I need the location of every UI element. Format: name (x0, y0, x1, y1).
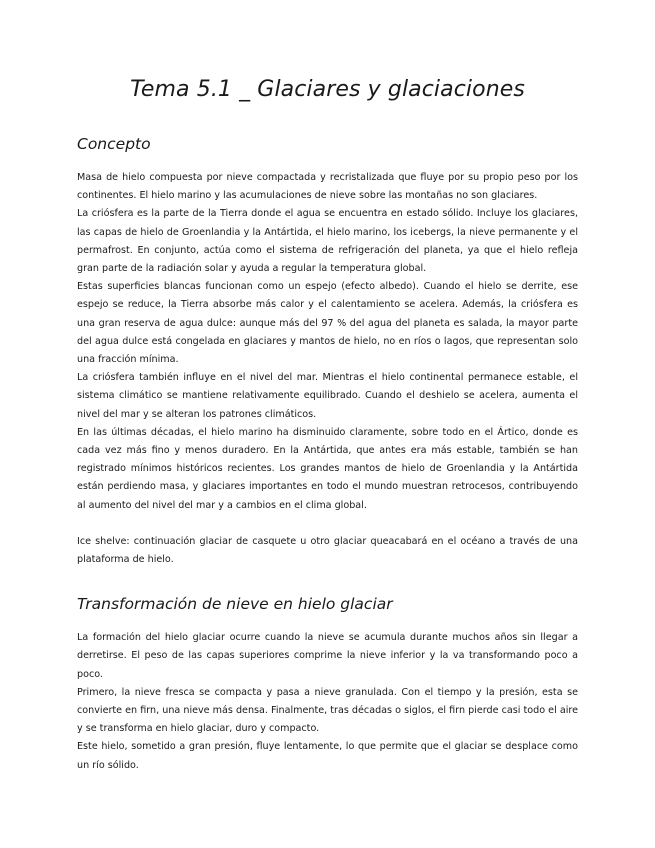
paragraph: Este hielo, sometido a gran presión, fluye lentamente, lo que permite que el glaciar se desplace como un río sólido. (77, 741, 578, 771)
paragraph: La formación del hielo glaciar ocurre cuando la nieve se acumula durante muchos años sin llegar a derretirse. El peso de las capas superiores comprime la nieve inferior y la va transformando poco a poco. (77, 632, 578, 680)
section-heading-concepto: Concepto (77, 135, 151, 153)
paragraph: Masa de hielo compuesta por nieve compactada y recristalizada que fluye por su propio peso por los continentes. El hielo marino y las acumulaciones de nieve sobre las montañas no son glaciares. (77, 172, 578, 202)
section-heading-transformacion: Transformación de nieve en hielo glaciar (77, 595, 393, 614)
ice-shelve-note: Ice shelve: continuación glaciar de casquete u otro glaciar queacabará en el océano a través de una plataforma de hielo. (77, 535, 578, 566)
paragraph: En las últimas décadas, el hielo marino ha disminuido claramente, sobre todo en el Ártico, donde es cada vez más fino y menos duradero. En la Antártida, que antes era más estable, también se han registrado mínimos históricos recientes. Los grandes mantos de hielo de Groenlandia y la Antártida están perdiendo masa, y glaciares importantes en todo el mundo muestran retrocesos, contribuyendo al aumento del nivel del mar y a cambios en el clima global. (77, 426, 578, 511)
paragraph: Primero, la nieve fresca se compacta y pasa a nieve granulada. Con el tiempo y la presión, esta se convierte en firn, una nieve más densa. Finalmente, tras décadas o siglos, el firn pierde casi todo el aire y se transforma en hielo glaciar, duro y compacto. (77, 686, 578, 735)
document-page (77, 74, 578, 775)
paragraph: La criósfera es la parte de la Tierra donde el agua se encuentra en estado sólido. Incluye los glaciares, las capas de hielo de Groenlandia y la Antártida, el hielo marino, los icebergs, la nieve permanente y el permafrost. En conjunto, actúa como el sistema de refrigeración del planeta, ya que el hielo refleja gran parte de la radiación solar y ayuda a regular la temperatura global. (77, 208, 578, 275)
document-title: Tema 5.1 _ Glaciares y glaciaciones (130, 77, 525, 102)
paragraph: La criósfera también influye en el nivel del mar. Mientras el hielo continental permanece estable, el sistema climático se mantiene relativamente equilibrado. Cuando el deshielo se acelera, aumenta el nivel del mar y se alteran los patrones climáticos. (77, 372, 578, 420)
paragraph: Estas superficies blancas funcionan como un espejo (efecto albedo). Cuando el hielo se derrite, ese espejo se reduce, la Tierra absorbe más calor y el calentamiento se acelera. Además, la criósfera es una gran reserva de agua dulce: aunque más del 97 % del agua del planeta es salada, la mayor parte del agua dulce está congelada en glaciares y mantos de hielo, no en ríos o lagos, que representan solo una fracción mínima. (77, 281, 578, 366)
